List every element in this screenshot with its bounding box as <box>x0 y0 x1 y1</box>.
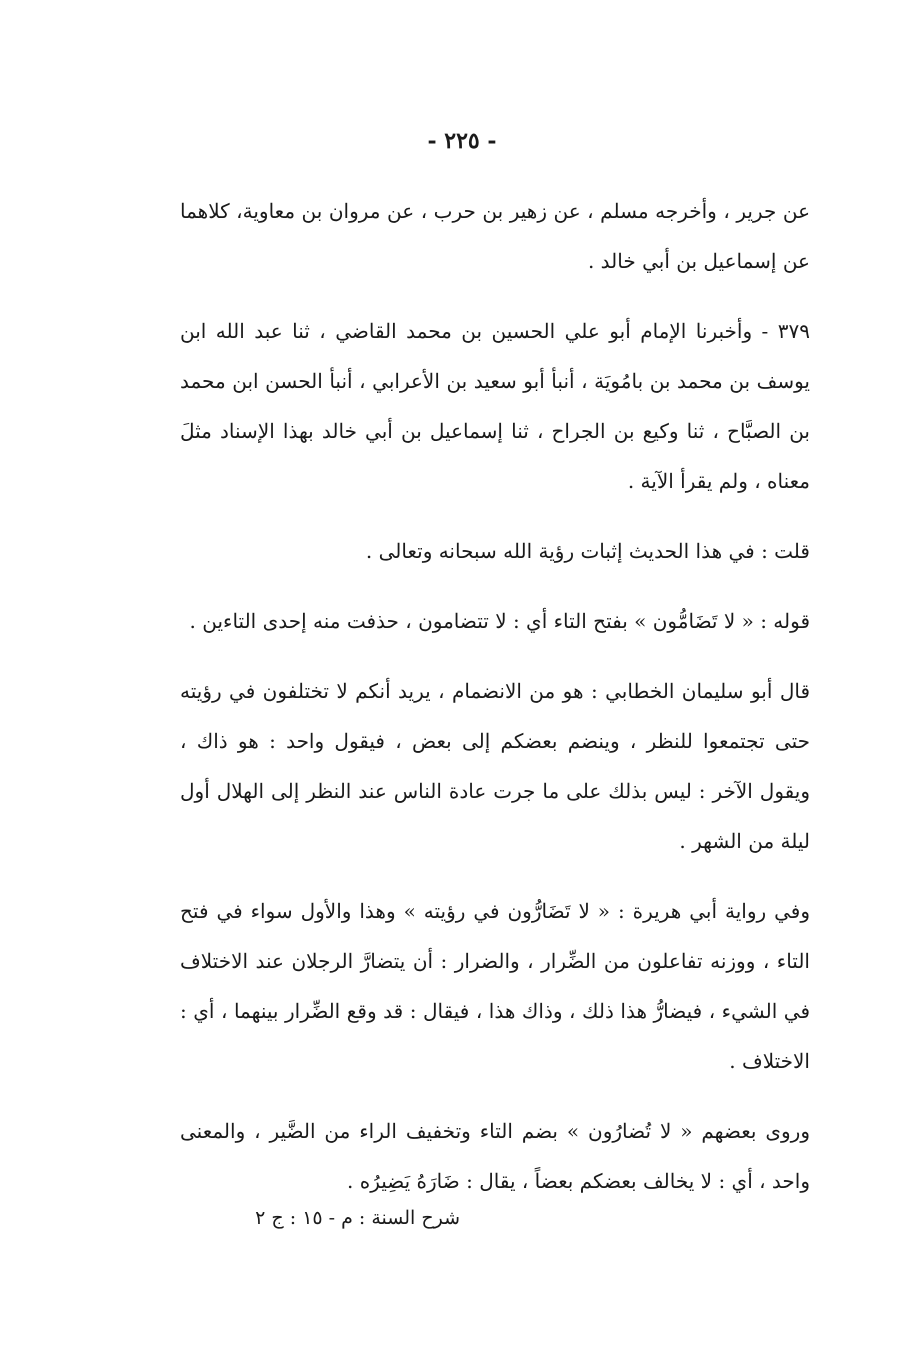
paragraph: عن جرير ، وأخرجه مسلم ، عن زهير بن حرب ، عن مروان بن معاوية، كلاهما عن إسماعيل بن أبي خالد . <box>180 199 810 273</box>
paragraph: ٣٧٩ - وأخبرنا الإمام أبو علي الحسين بن محمد القاضي ، ثنا عبد الله ابن يوسف بن محمد بن بامُويَة ، أنبأ أبو سعيد بن الأعرابي ، أنبأ الحسن ابن محمد بن الصبَّاح ، ثنا وكيع بن الجراح ، ثنا إسماعيل بن أبي خالد بهذا الإسناد مثلَ معناه ، ولم يقرأ الآية . <box>180 319 810 493</box>
page-body <box>180 186 810 1206</box>
paragraph: قال أبو سليمان الخطابي : هو من الانضمام ، يريد أنكم لا تختلفون في رؤيته حتى تجتمعوا للنظر ، وينضم بعضكم إلى بعض ، فيقول واحد : هو ذاك ، ويقول الآخر : ليس بذلك على ما جرت عادة الناس عند النظر إلى الهلال أول ليلة من الشهر . <box>180 679 810 853</box>
paragraph: وروى بعضهم « لا تُضارُون » بضم التاء وتخفيف الراء من الضَّير ، والمعنى واحد ، أي : لا يخالف بعضكم بعضاً ، يقال : ضَارَهُ يَضِيرُه . <box>180 1119 810 1193</box>
page-number: - ٢٢٥ - <box>427 128 497 154</box>
page-footer: شرح السنة : م - ١٥ : ج ٢ <box>255 1207 460 1229</box>
paragraph: وفي رواية أبي هريرة : « لا تَضَارُّون في رؤيته » وهذا والأول سواء في فتح التاء ، ووزنه تفاعلون من الضِّرار ، والضرار : أن يتضارَّ الرجلان عند الاختلاف في الشيء ، فيضارُّ هذا ذلك ، وذاك هذا ، فيقال : قد وقع الضِّرار بينهما ، أي : الاختلاف . <box>180 899 810 1073</box>
paragraph: قوله : « لا تَضَامُّون » بفتح التاء أي : لا تتضامون ، حذفت منه إحدى التاءين . <box>189 609 810 633</box>
paragraph: قلت : في هذا الحديث إثبات رؤية الله سبحانه وتعالى . <box>365 539 810 563</box>
